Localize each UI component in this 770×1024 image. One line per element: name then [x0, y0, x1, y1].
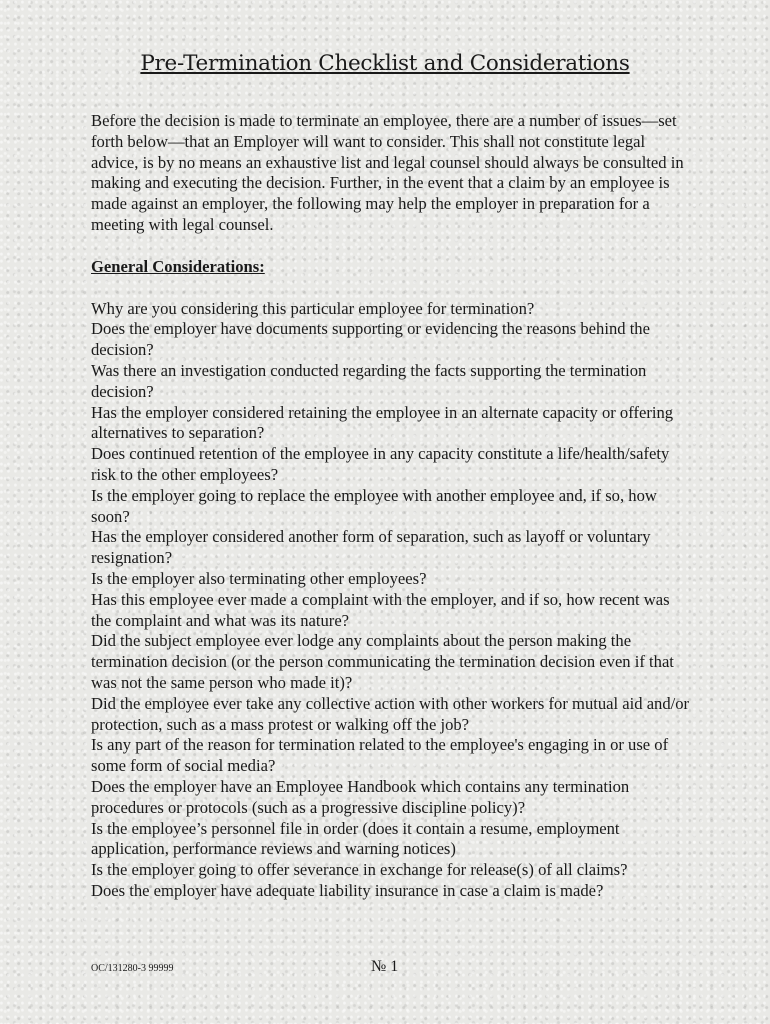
document-body: [91, 111, 691, 902]
question-item: Does the employer have an Employee Handbook which contains any termination procedures or protocols (such as a progressive discipline policy)?: [91, 776, 630, 817]
question-item: Does the employer have documents supporting or evidencing the reasons behind the decision?: [91, 319, 650, 360]
question-item: Is the employee’s personnel file in order (does it contain a resume, employment application, performance reviews and warning notices): [91, 818, 620, 859]
question-item: Does the employer have adequate liability insurance in case a claim is made?: [91, 880, 604, 900]
question-item: Was there an investigation conducted regarding the facts supporting the termination decision?: [91, 360, 647, 401]
question-list: [91, 299, 691, 902]
page-number: № 1: [371, 958, 399, 975]
question-item: Why are you considering this particular employee for termination?: [91, 298, 535, 318]
intro-paragraph: Before the decision is made to terminate an employee, there are a number of issues—set forth below—that an Employer will want to consider. This shall not constitute legal advice, is by no means an exhaustive list and legal counsel should always be consulted in making and executing the decision. Further, in the event that a claim by an employee is made against an employer, the following may help the employer in preparation for a meeting with legal counsel.: [91, 111, 684, 234]
question-item: Has the employer considered retaining the employee in an alternate capacity or offering alternatives to separation?: [91, 402, 674, 443]
question-item: Is the employer going to offer severance in exchange for release(s) of all claims?: [91, 860, 628, 880]
document-id: OC/131280-3 99999: [91, 963, 174, 974]
section-heading: General Considerations:: [91, 256, 265, 276]
question-item: Has this employee ever made a complaint with the employer, and if so, how recent was the complaint and what was its nature?: [91, 589, 670, 630]
question-item: Is the employer going to replace the employee with another employee and, if so, how soon?: [91, 485, 657, 526]
question-item: Did the subject employee ever lodge any complaints about the person making the termination decision (or the person communicating the termination decision even if that was not the same person who made it)?: [91, 631, 674, 692]
document-title: Pre-Termination Checklist and Considerations: [140, 51, 630, 76]
question-item: Did the employee ever take any collective action with other workers for mutual aid and/or protection, such as a mass protest or walking off the job?: [91, 693, 690, 734]
question-item: Has the employer considered another form of separation, such as layoff or voluntary resignation?: [91, 527, 651, 568]
question-item: Is any part of the reason for termination related to the employee's engaging in or use of some form of social media?: [91, 735, 669, 776]
question-item: Does continued retention of the employee in any capacity constitute a life/health/safety risk to the other employees?: [91, 444, 670, 484]
question-item: Is the employer also terminating other employees?: [91, 568, 427, 588]
